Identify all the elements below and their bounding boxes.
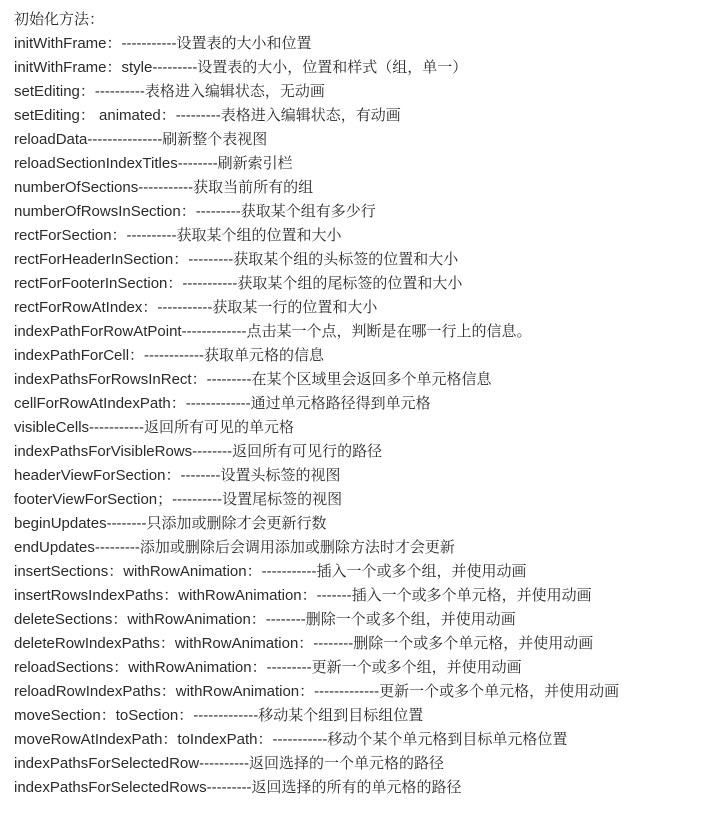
method-line: insertRowsIndexPaths：withRowAnimation：-------插入一个或多个单元格，并使用动画 xyxy=(14,587,592,604)
method-line: reloadRowIndexPaths：withRowAnimation：-------------更新一个或多个单元格，并使用动画 xyxy=(14,683,620,700)
method-line: numberOfSections-----------获取当前所有的组 xyxy=(14,179,314,196)
method-line: initWithFrame：style---------设置表的大小，位置和样式（组，单一） xyxy=(14,59,468,76)
method-line: indexPathsForSelectedRows---------返回选择的所有的单元格的路径 xyxy=(14,779,462,796)
method-line: indexPathForCell：------------获取单元格的信息 xyxy=(14,347,324,364)
method-line: visibleCells-----------返回所有可见的单元格 xyxy=(14,419,294,436)
section-heading: 初始化方法： xyxy=(14,11,105,28)
method-line: moveSection：toSection：-------------移动某个组到目标组位置 xyxy=(14,707,424,724)
method-line: endUpdates---------添加或删除后会调用添加或删除方法时才会更新 xyxy=(14,539,455,556)
method-line: reloadData---------------刷新整个表视图 xyxy=(14,131,268,148)
method-line: indexPathForRowAtPoint-------------点击某一个点，判断是在哪一行上的信息。 xyxy=(14,323,532,340)
method-line: reloadSections：withRowAnimation：---------更新一个或多个组，并使用动画 xyxy=(14,659,522,676)
method-line: setEditing：----------表格进入编辑状态，无动画 xyxy=(14,83,325,100)
method-line: moveRowAtIndexPath：toIndexPath：-----------移动个某个单元格到目标单元格位置 xyxy=(14,731,568,748)
method-line: indexPathsForSelectedRow----------返回选择的一个单元格的路径 xyxy=(14,755,445,772)
method-line: reloadSectionIndexTitles--------刷新索引栏 xyxy=(14,155,293,172)
method-line: rectForHeaderInSection：---------获取某个组的头标签的位置和大小 xyxy=(14,251,459,268)
method-line: indexPathsForRowsInRect：---------在某个区域里会返回多个单元格信息 xyxy=(14,371,492,388)
method-line: footerViewForSection；----------设置尾标签的视图 xyxy=(14,491,343,508)
method-line: deleteSections：withRowAnimation：--------删除一个或多个组，并使用动画 xyxy=(14,611,516,628)
method-line: setEditing： animated：---------表格进入编辑状态，有动画 xyxy=(14,107,401,124)
method-line: numberOfRowsInSection：---------获取某个组有多少行 xyxy=(14,203,376,220)
method-line: insertSections：withRowAnimation：-----------插入一个或多个组，并使用动画 xyxy=(14,563,527,580)
method-line: deleteRowIndexPaths：withRowAnimation：--------删除一个或多个单元格，并使用动画 xyxy=(14,635,594,652)
method-line: rectForRowAtIndex：-----------获取某一行的位置和大小 xyxy=(14,299,378,316)
method-line: rectForFooterInSection：-----------获取某个组的尾标签的位置和大小 xyxy=(14,275,463,292)
method-line: headerViewForSection：--------设置头标签的视图 xyxy=(14,467,341,484)
method-line: initWithFrame：-----------设置表的大小和位置 xyxy=(14,35,312,52)
method-line: indexPathsForVisibleRows--------返回所有可见行的路径 xyxy=(14,443,383,460)
method-line: beginUpdates--------只添加或删除才会更新行数 xyxy=(14,515,327,532)
method-line: rectForSection：----------获取某个组的位置和大小 xyxy=(14,227,342,244)
method-list xyxy=(14,32,708,800)
method-line: cellForRowAtIndexPath：-------------通过单元格路径得到单元格 xyxy=(14,395,431,412)
